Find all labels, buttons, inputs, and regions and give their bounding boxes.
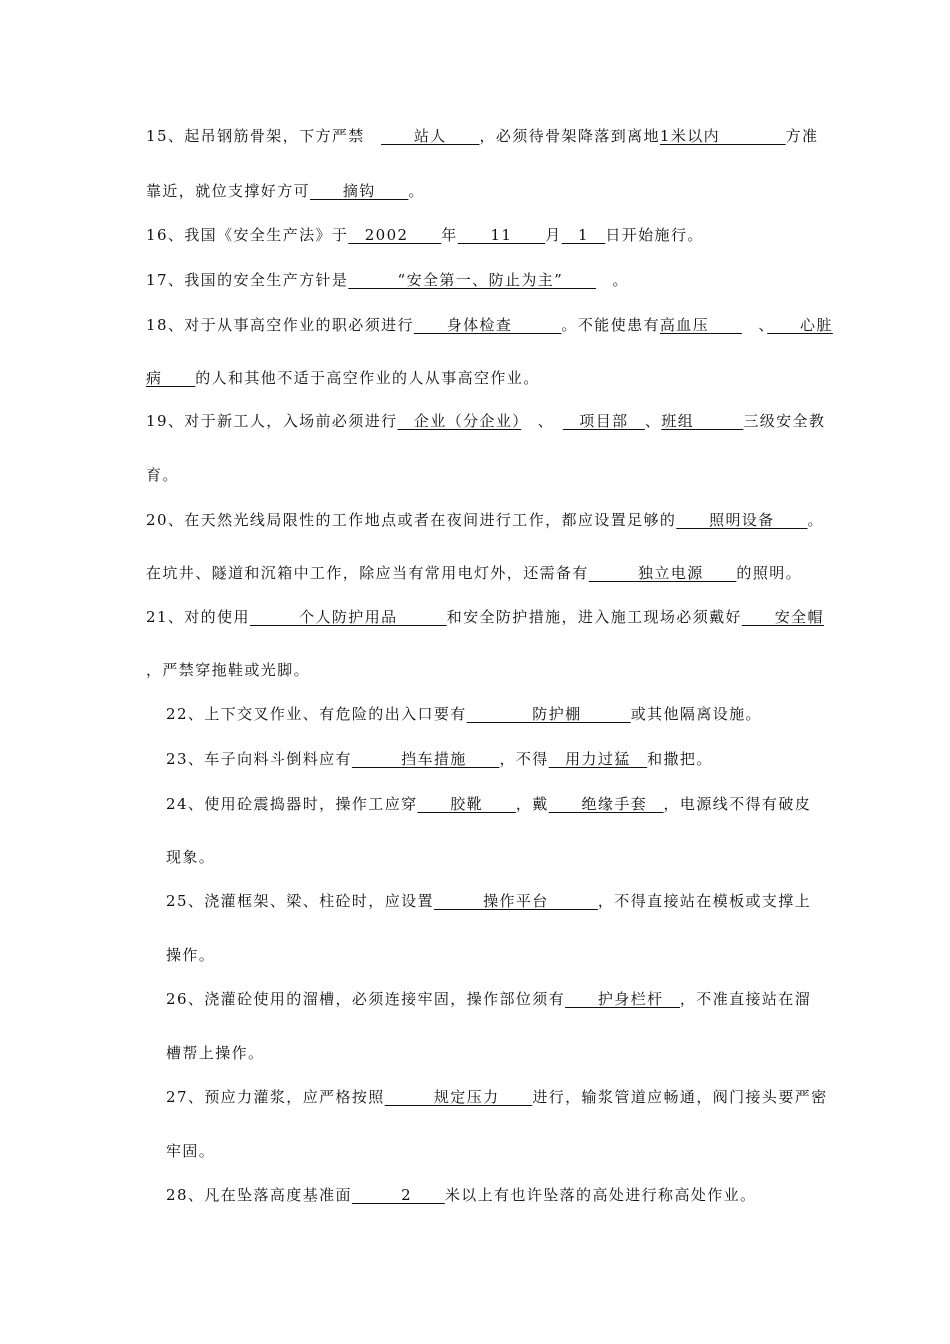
question-21-line-1 <box>146 607 824 627</box>
q28-answer: 2 <box>351 1186 445 1204</box>
q28-text-b: 米以上有也许坠落的高处进行称高处作业。 <box>444 1186 757 1204</box>
question-20-line-2 <box>146 563 802 583</box>
q17-text-a: 17、我国的安全生产方针是 <box>146 271 349 289</box>
q21-answer-2: 安全帽 <box>741 608 824 626</box>
q27-text-a: 27、预应力灌浆，应严格按照 <box>166 1088 385 1106</box>
q16-answer-month: 11 <box>457 226 546 244</box>
q15-text-c: 方准 <box>785 127 819 145</box>
q15-answer-3: 摘钩 <box>310 182 409 200</box>
q15-text-b: ，必须待骨架降落到离地 <box>479 127 660 145</box>
q23-answer-2: 用力过猛 <box>548 750 648 768</box>
q24-answer-2: 绝缘手套 <box>548 795 664 813</box>
q24-answer-1: 胶靴 <box>417 795 516 813</box>
q17-text-b: 。 <box>596 271 629 289</box>
question-25-line-1 <box>166 891 811 911</box>
q20-text-c: 在坑井、隧道和沉箱中工作，除应当有常用电灯外，还需备有 <box>146 564 589 582</box>
q24-text-d: 现象。 <box>166 848 216 866</box>
q21-text-c: ，严禁穿拖鞋或光脚。 <box>146 661 311 679</box>
q16-answer-year: 2002 <box>348 226 442 244</box>
q16-text-a: 16、我国《安全生产法》于 <box>146 226 349 244</box>
question-20-line-1 <box>146 510 824 530</box>
q21-answer-1: 个人防护用品 <box>249 608 447 626</box>
q22-text-b: 或其他隔离设施。 <box>630 705 762 723</box>
q25-text-c: 操作。 <box>166 946 216 964</box>
q18-text-c: 、 <box>741 316 768 334</box>
q18-text-b: 。不能使患有 <box>561 316 660 334</box>
q26-text-a: 26、浇灌砼使用的溜槽，必须连接牢固，操作部位须有 <box>166 990 566 1008</box>
question-18-line-1 <box>146 315 833 335</box>
q20-answer-2: 独立电源 <box>588 564 737 582</box>
q18-text-d: 的人和其他不适于高空作业的人从事高空作业。 <box>195 369 540 387</box>
q20-text-a: 20、在天然光线局限性的工作地点或者在夜间进行工作，都应设置足够的 <box>146 511 677 529</box>
q26-answer: 护身栏杆 <box>565 990 680 1008</box>
question-26-line-2 <box>166 1043 264 1063</box>
q17-answer: “安全第一、防止为主” <box>348 271 597 289</box>
question-23 <box>166 749 713 769</box>
q28-text-a: 28、凡在坠落高度基准面 <box>166 1186 352 1204</box>
q19-text-a: 19、对于新工人，入场前必须进行 <box>146 412 398 430</box>
q26-text-b: ，不准直接站在溜 <box>679 990 812 1008</box>
q21-text-b: 和安全防护措施，进入施工现场必须戴好 <box>446 608 742 626</box>
q15-answer-1: 站人 <box>381 127 480 145</box>
q15-text-e: 。 <box>408 182 425 200</box>
q16-answer-day: 1 <box>561 226 606 244</box>
question-27-line-2 <box>166 1141 215 1161</box>
q27-answer: 规定压力 <box>384 1088 533 1106</box>
q26-text-c: 槽帮上操作。 <box>166 1044 265 1062</box>
q19-answer-1: 企业（分企业） <box>397 412 522 430</box>
q24-text-c: ，电源线不得有破皮 <box>663 795 812 813</box>
q25-text-b: ，不得直接站在模板或支撑上 <box>597 892 812 910</box>
question-18-line-2 <box>146 368 540 388</box>
question-24-line-1 <box>166 794 811 814</box>
q27-text-b: 进行，输浆管道应畅通，阀门接头要严密 <box>532 1088 828 1106</box>
q22-text-a: 22、上下交叉作业、有危险的出入口要有 <box>166 705 467 723</box>
question-21-line-2 <box>146 660 310 680</box>
question-26-line-1 <box>166 989 811 1009</box>
question-19-line-2 <box>146 465 179 485</box>
q19-text-b: 、 <box>521 412 563 430</box>
q20-text-d: 的照明。 <box>736 564 803 582</box>
q15-answer-2: 1米以内 <box>659 127 786 145</box>
q19-text-e: 育。 <box>146 466 179 484</box>
question-17 <box>146 270 629 290</box>
question-16 <box>146 225 704 245</box>
q23-text-c: 和撒把。 <box>647 750 713 768</box>
q21-text-a: 21、对的使用 <box>146 608 250 626</box>
q20-answer-1: 照明设备 <box>676 511 808 529</box>
q16-text-e: 日开始施行。 <box>605 226 704 244</box>
question-25-line-2 <box>166 945 215 965</box>
q23-text-b: ，不得 <box>499 750 549 768</box>
q27-text-c: 牢固。 <box>166 1142 216 1160</box>
q25-text-a: 25、浇灌框架、梁、柱砼时，应设置 <box>166 892 434 910</box>
q18-answer-2: 高血压 <box>659 316 742 334</box>
q23-text-a: 23、车子向料斗倒料应有 <box>166 750 352 768</box>
q15-text-a: 15、起吊钢筋骨架，下方严禁 <box>146 127 382 145</box>
question-15-line-2 <box>146 181 425 201</box>
question-19-line-1 <box>146 411 825 431</box>
question-28 <box>166 1185 756 1205</box>
q19-text-c: 、 <box>644 412 662 430</box>
q24-text-a: 24、使用砼震捣器时，操作工应穿 <box>166 795 418 813</box>
q18-answer-1: 身体检查 <box>413 316 562 334</box>
question-15-line-1 <box>146 126 818 146</box>
q16-text-b: 年 <box>441 226 458 244</box>
q16-text-c: 月 <box>545 226 562 244</box>
q20-text-b: 。 <box>807 511 824 529</box>
q18-text-a: 18、对于从事高空作业的职必须进行 <box>146 316 414 334</box>
q23-answer-1: 挡车措施 <box>351 750 500 768</box>
q15-text-d: 靠近，就位支撑好方可 <box>146 182 311 200</box>
q22-answer: 防护棚 <box>466 705 631 723</box>
q19-answer-3: 班组 <box>661 412 744 430</box>
question-24-line-2 <box>166 847 215 867</box>
q24-text-b: ，戴 <box>515 795 549 813</box>
q18-answer-3: 心脏 <box>767 316 833 334</box>
question-27-line-1 <box>166 1087 828 1107</box>
q18-answer-3-cont: 病 <box>146 369 196 387</box>
q19-answer-2: 项目部 <box>562 412 645 430</box>
q25-answer: 操作平台 <box>433 892 598 910</box>
question-22 <box>166 704 762 724</box>
q19-text-d: 三级安全教 <box>743 412 826 430</box>
